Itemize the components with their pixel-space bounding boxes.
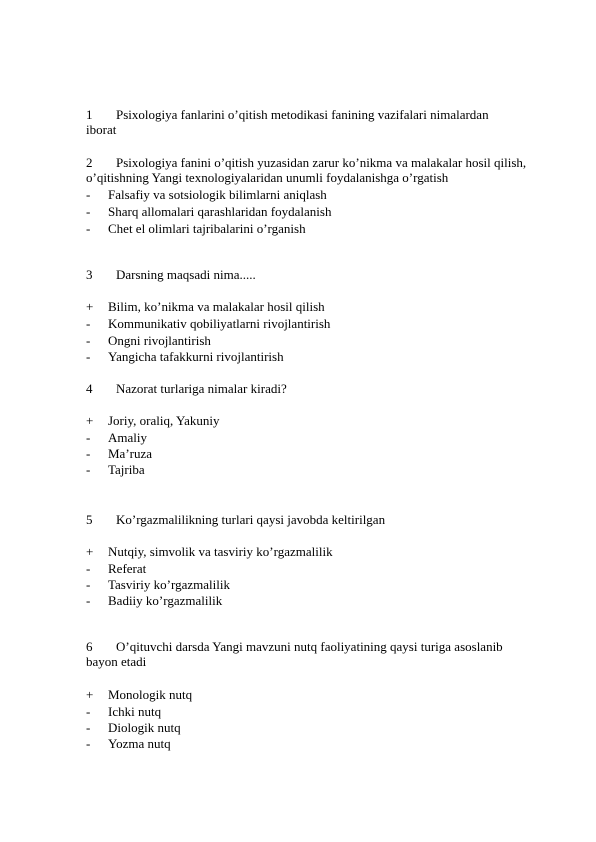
option-text: Badiiy ko’rgazmalilik [108, 593, 223, 608]
question-5 [86, 512, 556, 527]
option-text: Ichki nutq [108, 704, 162, 719]
option-marker: - [86, 561, 91, 576]
question-number: 2 [86, 155, 93, 170]
question-text-continued: o’qitishning Yangi texnologiyalaridan unumli foydalanishga o’rgatish [86, 170, 449, 185]
option-marker: - [86, 736, 91, 751]
answer-option [86, 704, 161, 719]
answer-option [86, 720, 181, 735]
answer-option [86, 187, 327, 202]
answer-option [86, 316, 330, 331]
option-marker: - [86, 430, 91, 445]
answer-option [86, 349, 284, 364]
question-text-continued: iborat [86, 122, 117, 137]
answer-option [86, 736, 171, 751]
answer-option [86, 561, 146, 576]
answer-option [86, 462, 145, 477]
option-marker: - [86, 221, 91, 236]
option-marker: - [86, 333, 91, 348]
option-text: Kommunikativ qobiliyatlarni rivojlantirish [108, 316, 331, 331]
option-text: Yangicha tafakkurni rivojlantirish [108, 349, 284, 364]
answer-option [86, 333, 211, 348]
option-text: Ongni rivojlantirish [108, 333, 211, 348]
answer-option-correct [86, 413, 219, 428]
option-marker: - [86, 316, 91, 331]
question-number: 6 [86, 639, 93, 654]
question-number: 5 [86, 512, 93, 527]
option-text: Amaliy [108, 430, 147, 445]
option-marker: + [86, 687, 94, 702]
option-marker: - [86, 593, 91, 608]
answer-option [86, 446, 152, 461]
question-3 [86, 267, 556, 282]
answer-option [86, 593, 222, 608]
question-number: 1 [86, 107, 93, 122]
question-2 [86, 155, 556, 185]
option-text: Nutqiy, simvolik va tasviriy ko’rgazmalilik [108, 544, 333, 559]
option-marker: - [86, 204, 91, 219]
answer-option [86, 430, 147, 445]
question-text: Nazorat turlariga nimalar kiradi? [116, 381, 287, 396]
answer-option-correct [86, 687, 192, 702]
option-text: Falsafiy va sotsiologik bilimlarni aniqlash [108, 187, 327, 202]
question-1 [86, 107, 556, 137]
answer-option [86, 221, 306, 236]
option-text: Diologik nutq [108, 720, 181, 735]
option-marker: - [86, 462, 91, 477]
question-text-continued: bayon etadi [86, 654, 147, 669]
question-text: Psixologiya fanlarini o’qitish metodikasi fanining vazifalari nimalardan [116, 107, 489, 122]
answer-option [86, 577, 230, 592]
question-text: Psixologiya fanini o’qitish yuzasidan zarur ko’nikma va malakalar hosil qilish, [116, 155, 527, 170]
option-text: Yozma nutq [108, 736, 171, 751]
question-text: O’qituvchi darsda Yangi mavzuni nutq faoliyatining qaysi turiga asoslanib [116, 639, 503, 654]
option-text: Tasviriy ko’rgazmalilik [108, 577, 230, 592]
option-marker: - [86, 704, 91, 719]
option-marker: + [86, 299, 94, 314]
option-text: Monologik nutq [108, 687, 193, 702]
option-marker: - [86, 720, 91, 735]
answer-option-correct [86, 299, 325, 314]
option-text: Bilim, ko’nikma va malakalar hosil qilish [108, 299, 325, 314]
answer-option-correct [86, 544, 333, 559]
option-marker: + [86, 544, 94, 559]
option-text: Chet el olimlari tajribalarini o’rganish [108, 221, 306, 236]
option-text: Joriy, oraliq, Yakuniy [108, 413, 220, 428]
option-text: Referat [108, 561, 147, 576]
option-marker: + [86, 413, 94, 428]
option-text: Ma’ruza [108, 446, 153, 461]
question-number: 4 [86, 381, 93, 396]
question-text: Ko’rgazmalilikning turlari qaysi javobda keltirilgan [116, 512, 386, 527]
option-text: Sharq allomalari qarashlaridan foydalanish [108, 204, 332, 219]
answer-option [86, 204, 331, 219]
question-number: 3 [86, 267, 93, 282]
option-marker: - [86, 349, 91, 364]
question-6 [86, 639, 556, 669]
option-marker: - [86, 187, 91, 202]
option-text: Tajriba [108, 462, 145, 477]
option-marker: - [86, 577, 91, 592]
question-4 [86, 381, 556, 396]
question-text: Darsning maqsadi nima..... [116, 267, 256, 282]
option-marker: - [86, 446, 91, 461]
